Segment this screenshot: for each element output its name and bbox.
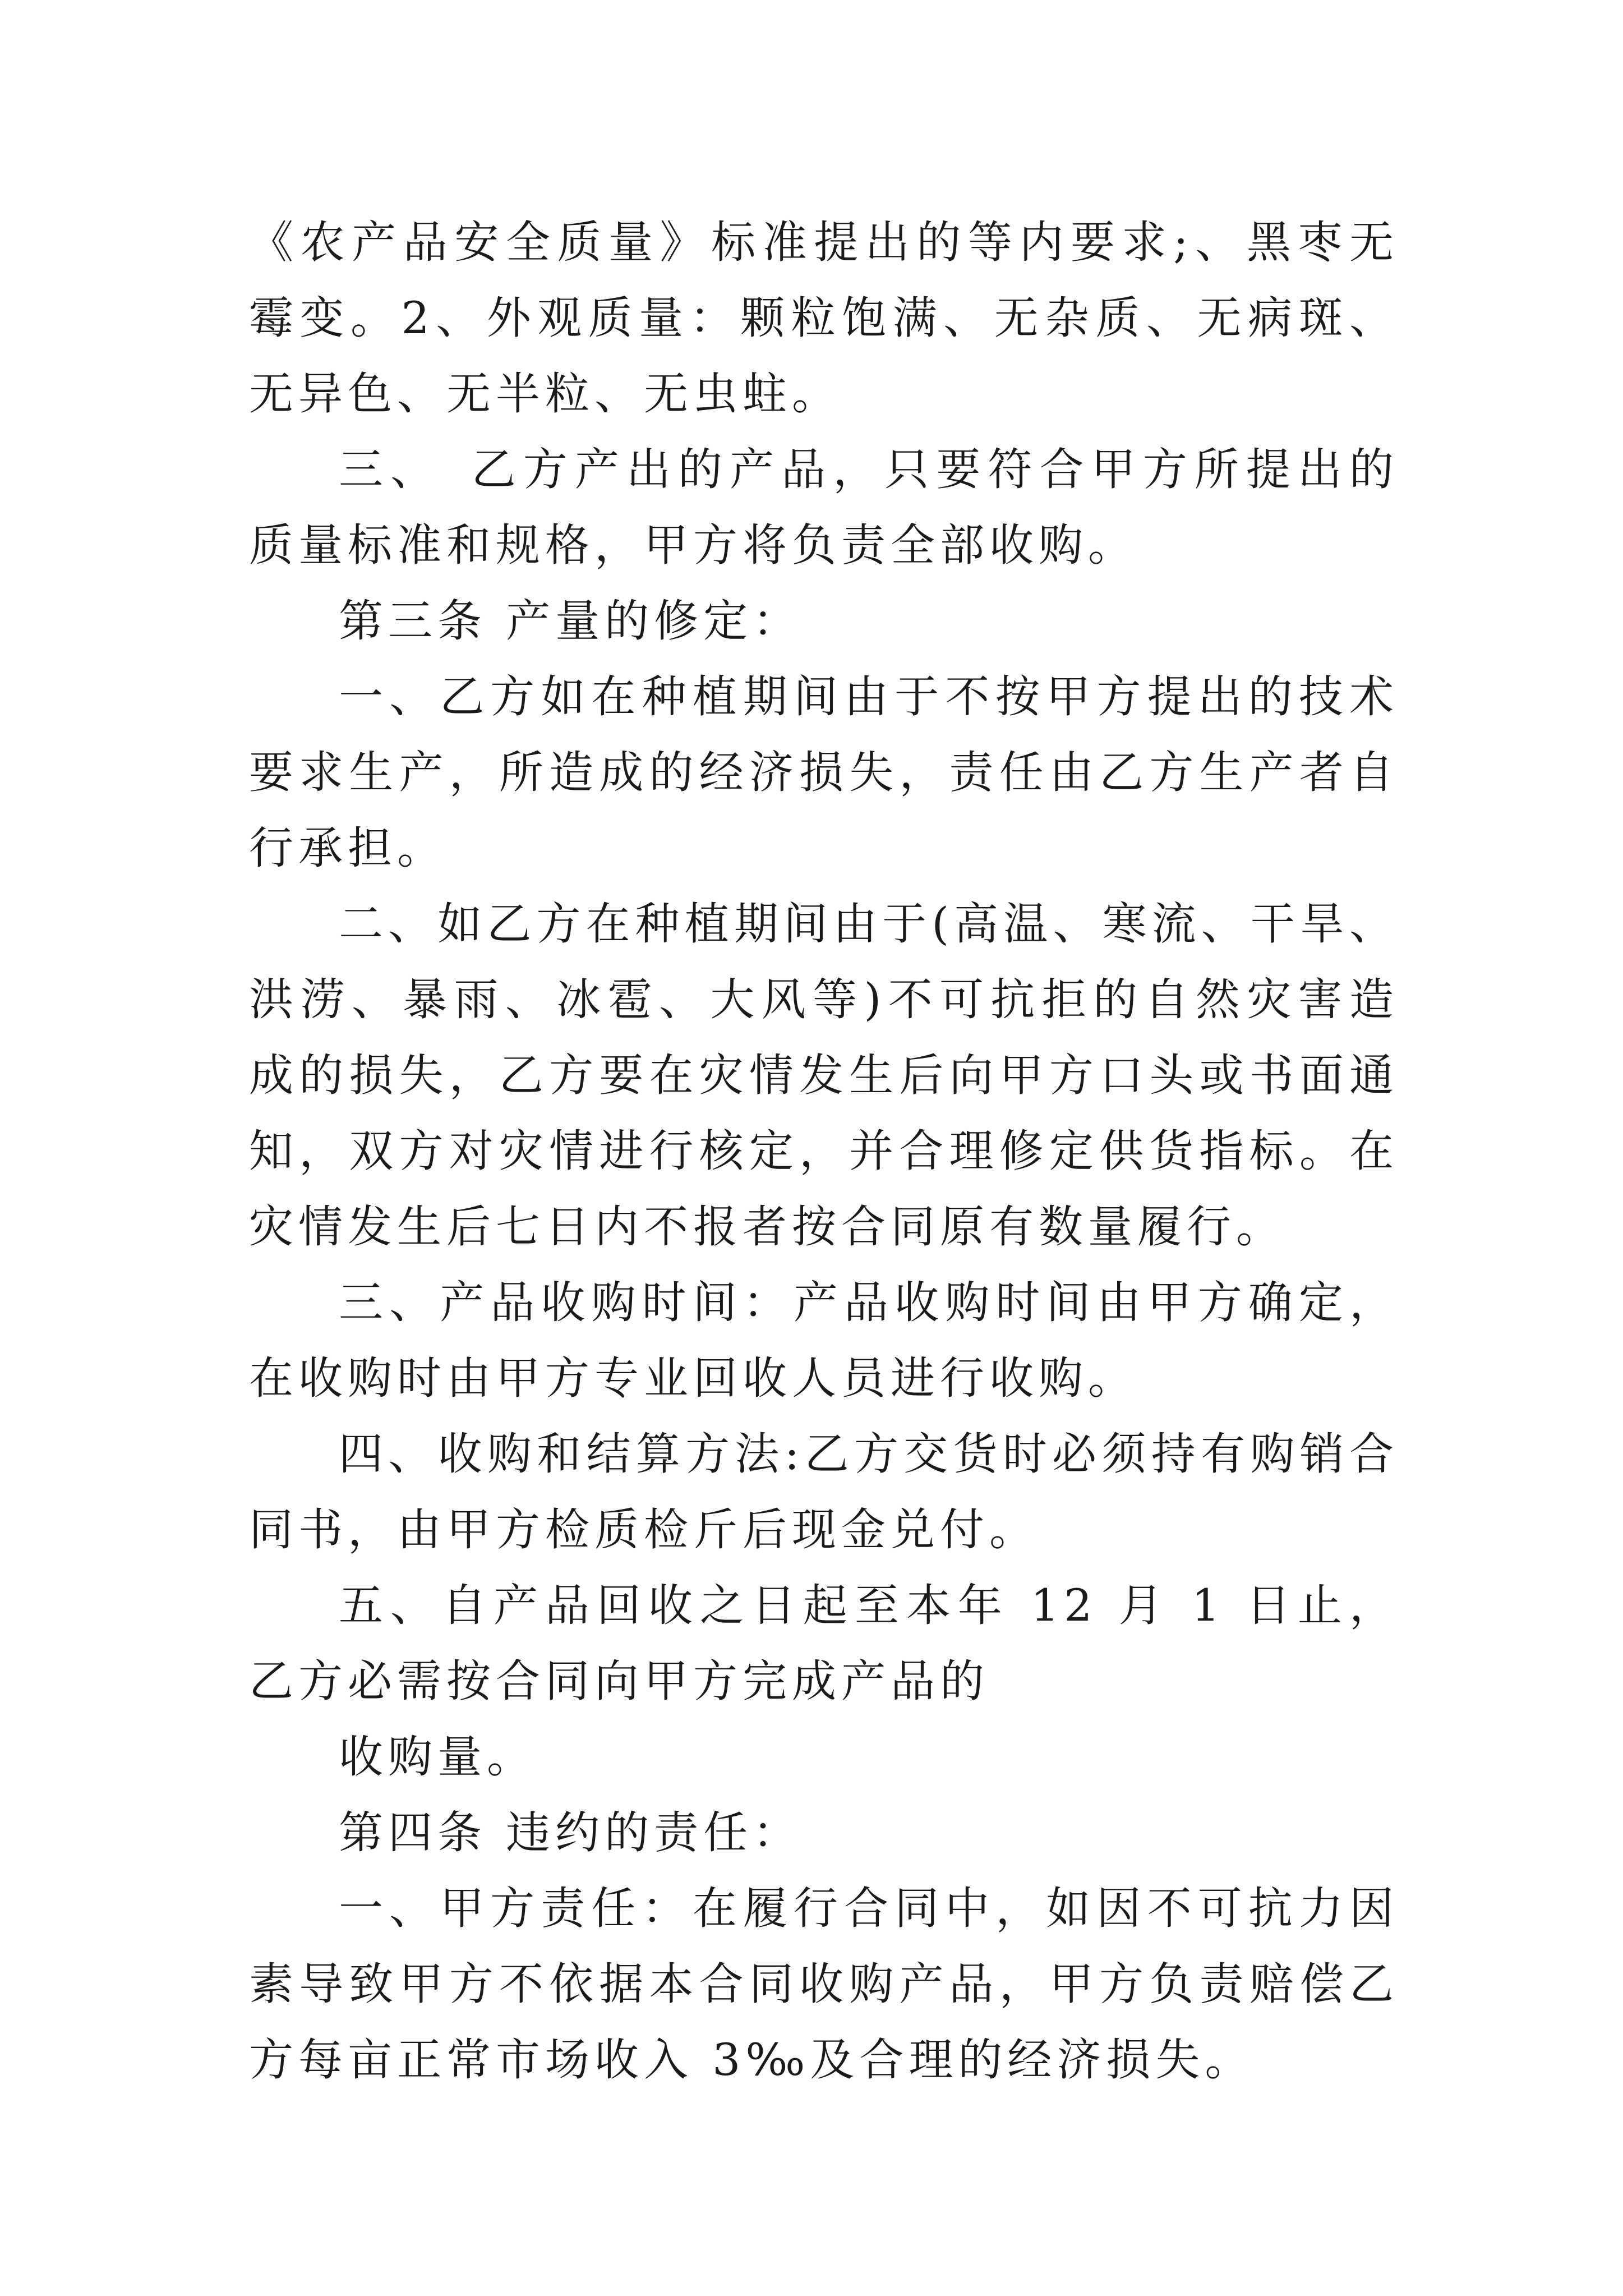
article-4-clause-1: 一、甲方责任：在履行合同中，如因不可抗力因素导致甲方不依据本合同收购产品，甲方负责赔偿乙方每亩正常市场收入 3‰及合理的经济损失。 — [249, 1883, 1399, 2086]
article-3-clause-5-continuation: 收购量。 — [339, 1731, 536, 1783]
paragraph-quality-standard: 《农产品安全质量》标准提出的等内要求;、黑枣无霉变。2、外观质量：颗粒饱满、无杂质、无病斑、无异色、无半粒、无虫蛀。 — [249, 217, 1399, 420]
article-3-heading: 第三条 产量的修定： — [339, 595, 803, 647]
article-3-clause-3: 三、产品收购时间：产品收购时间由甲方确定，在收购时由甲方专业回收人员进行收购。 — [249, 1277, 1399, 1404]
document-body — [249, 205, 1399, 2098]
article-3-clause-1: 一、乙方如在种植期间由于不按甲方提出的技术要求生产，所造成的经济损失，责任由乙方生产者自行承担。 — [249, 671, 1399, 874]
article-3-clause-4: 四、收购和结算方法:乙方交货时必须持有购销合同书，由甲方检质检斤后现金兑付。 — [249, 1428, 1399, 1556]
article-3-clause-2: 二、如乙方在种植期间由于(高温、寒流、干旱、洪涝、暴雨、冰雹、大风等)不可抗拒的自然灾害造成的损失，乙方要在灾情发生后向甲方口头或书面通知，双方对灾情进行核定，并合理修定供货指标。在灾情发生后七日内不报者按合同原有数量履行。 — [249, 898, 1399, 1253]
article-4-heading: 第四条 违约的责任： — [339, 1807, 803, 1858]
article-3-clause-5: 五、自产品回收之日起至本年 12 月 1 日止，乙方必需按合同向甲方完成产品的 — [249, 1580, 1399, 1707]
paragraph-purchase-commitment: 三、 乙方产出的产品，只要符合甲方所提出的质量标准和规格，甲方将负责全部收购。 — [249, 444, 1399, 571]
